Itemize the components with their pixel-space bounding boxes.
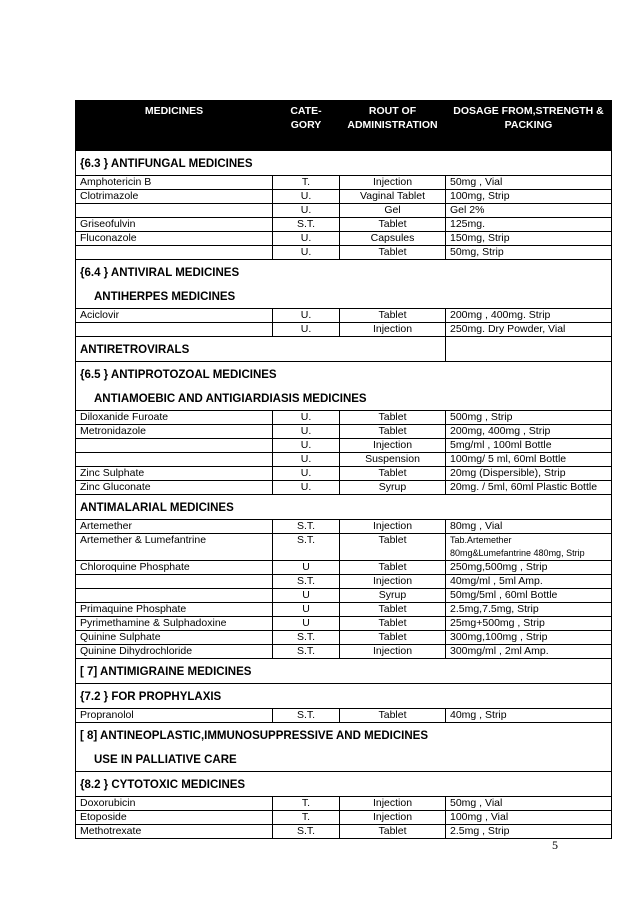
dosage-cell: 40mg , Strip [446,709,612,723]
route-cell: Injection [340,176,446,190]
section-title: {6.3 } ANTIFUNGAL MEDICINES [80,158,253,170]
section-subtitle: ANTIAMOEBIC AND ANTIGIARDIASIS MEDICINES [94,393,367,405]
medicine-name [76,439,273,453]
table-row [76,589,612,603]
category-cell: U. [273,453,340,467]
dosage-cell: 250mg,500mg , Strip [446,561,612,575]
table-row [76,467,612,481]
section-antimalarial [76,495,612,520]
table-row [76,323,612,337]
dosage-cell: 100mg , Vial [446,811,612,825]
dosage-cell: 50mg , Vial [446,797,612,811]
medicine-name: Quinine Dihydrochloride [76,645,273,659]
medicine-name: Aciclovir [76,309,273,323]
medicine-name: Primaquine Phosphate [76,603,273,617]
section-title: {6.5 } ANTIPROTOZOAL MEDICINES [80,369,277,381]
category-cell: U. [273,467,340,481]
table-row [76,520,612,534]
header-route: ROUT OF ADMINISTRATION [340,101,446,151]
section-title: ANTIMALARIAL MEDICINES [80,502,234,514]
category-cell: U [273,589,340,603]
category-cell: S.T. [273,218,340,232]
route-cell: Tablet [340,631,446,645]
route-cell: Suspension [340,453,446,467]
dosage-cell: 20mg. / 5ml, 60ml Plastic Bottle [446,481,612,495]
route-cell: Tablet [340,246,446,260]
dosage-cell: 100mg, Strip [446,190,612,204]
route-cell: Injection [340,439,446,453]
route-cell: Tablet [340,825,446,839]
medicine-name: Fluconazole [76,232,273,246]
category-cell: S.T. [273,631,340,645]
medicine-name: Zinc Gluconate [76,481,273,495]
category-cell: U. [273,439,340,453]
section-title: {6.4 } ANTIVIRAL MEDICINES [80,267,240,279]
medicine-name: Pyrimethamine & Sulphadoxine [76,617,273,631]
category-cell: U. [273,232,340,246]
page-number: 5 [552,838,558,852]
dosage-cell: Gel 2% [446,204,612,218]
table-header [76,101,612,151]
route-cell: Injection [340,645,446,659]
dosage-cell: 300mg/ml , 2ml Amp. [446,645,612,659]
category-cell: U. [273,190,340,204]
medicine-name: Griseofulvin [76,218,273,232]
section-antineoplastic [76,723,612,772]
table-row [76,204,612,218]
category-cell: S.T. [273,520,340,534]
section-antimigraine [76,659,612,684]
empty-cell [446,337,612,362]
dosage-cell: 50mg , Vial [446,176,612,190]
route-cell: Injection [340,323,446,337]
section-title: [ 7] ANTIMIGRAINE MEDICINES [80,666,252,678]
medicine-name: Quinine Sulphate [76,631,273,645]
table-row [76,190,612,204]
category-cell: U. [273,204,340,218]
table-row [76,481,612,495]
route-cell: Vaginal Tablet [340,190,446,204]
dosage-cell: 150mg, Strip [446,232,612,246]
category-cell: U. [273,411,340,425]
table-row [76,825,612,839]
table-row [76,631,612,645]
table-row [76,645,612,659]
medicine-name [76,323,273,337]
route-cell: Tablet [340,617,446,631]
category-cell: U. [273,246,340,260]
dosage-line: 80mg&Lumefantrine 480mg, Strip [450,548,585,558]
dosage-cell: 20mg (Dispersible), Strip [446,467,612,481]
dosage-cell [446,534,612,561]
section-antifungal [76,151,612,176]
dosage-cell: 500mg , Strip [446,411,612,425]
table-body [76,151,612,839]
medicine-name [76,204,273,218]
route-cell: Injection [340,797,446,811]
table-row [76,534,612,561]
table-row [76,811,612,825]
section-title: {7.2 } FOR PROPHYLAXIS [80,691,222,703]
category-cell: S.T. [273,709,340,723]
dosage-cell: 250mg. Dry Powder, Vial [446,323,612,337]
table-row [76,439,612,453]
route-cell: Tablet [340,603,446,617]
route-cell: Tablet [340,467,446,481]
section-prophylaxis [76,684,612,709]
section-subtitle: ANTIHERPES MEDICINES [94,291,236,303]
table-row [76,797,612,811]
section-antiviral [76,260,612,309]
medicine-name: Diloxanide Furoate [76,411,273,425]
medicine-name: Etoposide [76,811,273,825]
table-row [76,453,612,467]
section-title: {8.2 } CYTOTOXIC MEDICINES [80,779,246,791]
table-row [76,232,612,246]
medicine-name: Artemether & Lumefantrine [76,534,273,561]
category-cell: T. [273,797,340,811]
route-cell: Tablet [340,709,446,723]
dosage-cell: 2.5mg,7.5mg, Strip [446,603,612,617]
medicines-table [75,100,612,839]
table-row [76,575,612,589]
dosage-cell: 50mg, Strip [446,246,612,260]
medicine-name: Amphotericin B [76,176,273,190]
route-cell: Tablet [340,218,446,232]
dosage-line: Tab.Artemether [450,535,512,545]
table-row [76,176,612,190]
dosage-cell: 25mg+500mg , Strip [446,617,612,631]
category-cell: T. [273,811,340,825]
table-row [76,425,612,439]
medicine-name [76,575,273,589]
medicine-name [76,453,273,467]
medicine-name: Metronidazole [76,425,273,439]
header-category: CATE-GORY [273,101,340,151]
table-row [76,309,612,323]
header-medicines: MEDICINES [76,101,273,151]
section-title: ANTIRETROVIRALS [80,344,190,356]
table-row [76,411,612,425]
category-cell: T. [273,176,340,190]
route-cell: Syrup [340,481,446,495]
category-cell: U. [273,481,340,495]
dosage-cell: 40mg/ml , 5ml Amp. [446,575,612,589]
table-row [76,561,612,575]
medicine-name: Clotrimazole [76,190,273,204]
section-cytotoxic [76,772,612,797]
route-cell: Syrup [340,589,446,603]
route-cell: Tablet [340,411,446,425]
route-cell: Injection [340,520,446,534]
header-dosage: DOSAGE FROM,STRENGTH & PACKING [446,101,612,151]
table-row [76,603,612,617]
table-row [76,218,612,232]
category-cell: S.T. [273,825,340,839]
route-cell: Capsules [340,232,446,246]
route-cell: Injection [340,811,446,825]
dosage-cell: 5mg/ml , 100ml Bottle [446,439,612,453]
category-cell: S.T. [273,534,340,561]
dosage-cell: 300mg,100mg , Strip [446,631,612,645]
dosage-cell: 125mg. [446,218,612,232]
category-cell: U [273,617,340,631]
route-cell: Gel [340,204,446,218]
category-cell: U. [273,323,340,337]
section-antiretrovirals [76,337,612,362]
dosage-cell: 2.5mg , Strip [446,825,612,839]
medicine-name [76,589,273,603]
category-cell: U. [273,425,340,439]
table-row [76,617,612,631]
category-cell: U [273,561,340,575]
category-cell: S.T. [273,645,340,659]
route-cell: Tablet [340,534,446,561]
route-cell: Injection [340,575,446,589]
dosage-cell: 100mg/ 5 ml, 60ml Bottle [446,453,612,467]
section-title: [ 8] ANTINEOPLASTIC,IMMUNOSUPPRESSIVE AND MEDICINES [80,730,429,742]
route-cell: Tablet [340,425,446,439]
medicine-name: Methotrexate [76,825,273,839]
dosage-cell: 200mg , 400mg. Strip [446,309,612,323]
dosage-cell: 50mg/5ml , 60ml Bottle [446,589,612,603]
category-cell: U [273,603,340,617]
table-row [76,246,612,260]
medicine-name: Doxorubicin [76,797,273,811]
route-cell: Tablet [340,309,446,323]
category-cell: U. [273,309,340,323]
table-row [76,709,612,723]
dosage-cell: 200mg, 400mg , Strip [446,425,612,439]
section-subtitle: USE IN PALLIATIVE CARE [94,754,237,766]
section-antiprotozoal [76,362,612,411]
medicine-name: Propranolol [76,709,273,723]
medicine-name: Chloroquine Phosphate [76,561,273,575]
medicine-name: Zinc Sulphate [76,467,273,481]
route-cell: Tablet [340,561,446,575]
category-cell: S.T. [273,575,340,589]
medicine-name [76,246,273,260]
dosage-cell: 80mg , Vial [446,520,612,534]
medicine-name: Artemether [76,520,273,534]
